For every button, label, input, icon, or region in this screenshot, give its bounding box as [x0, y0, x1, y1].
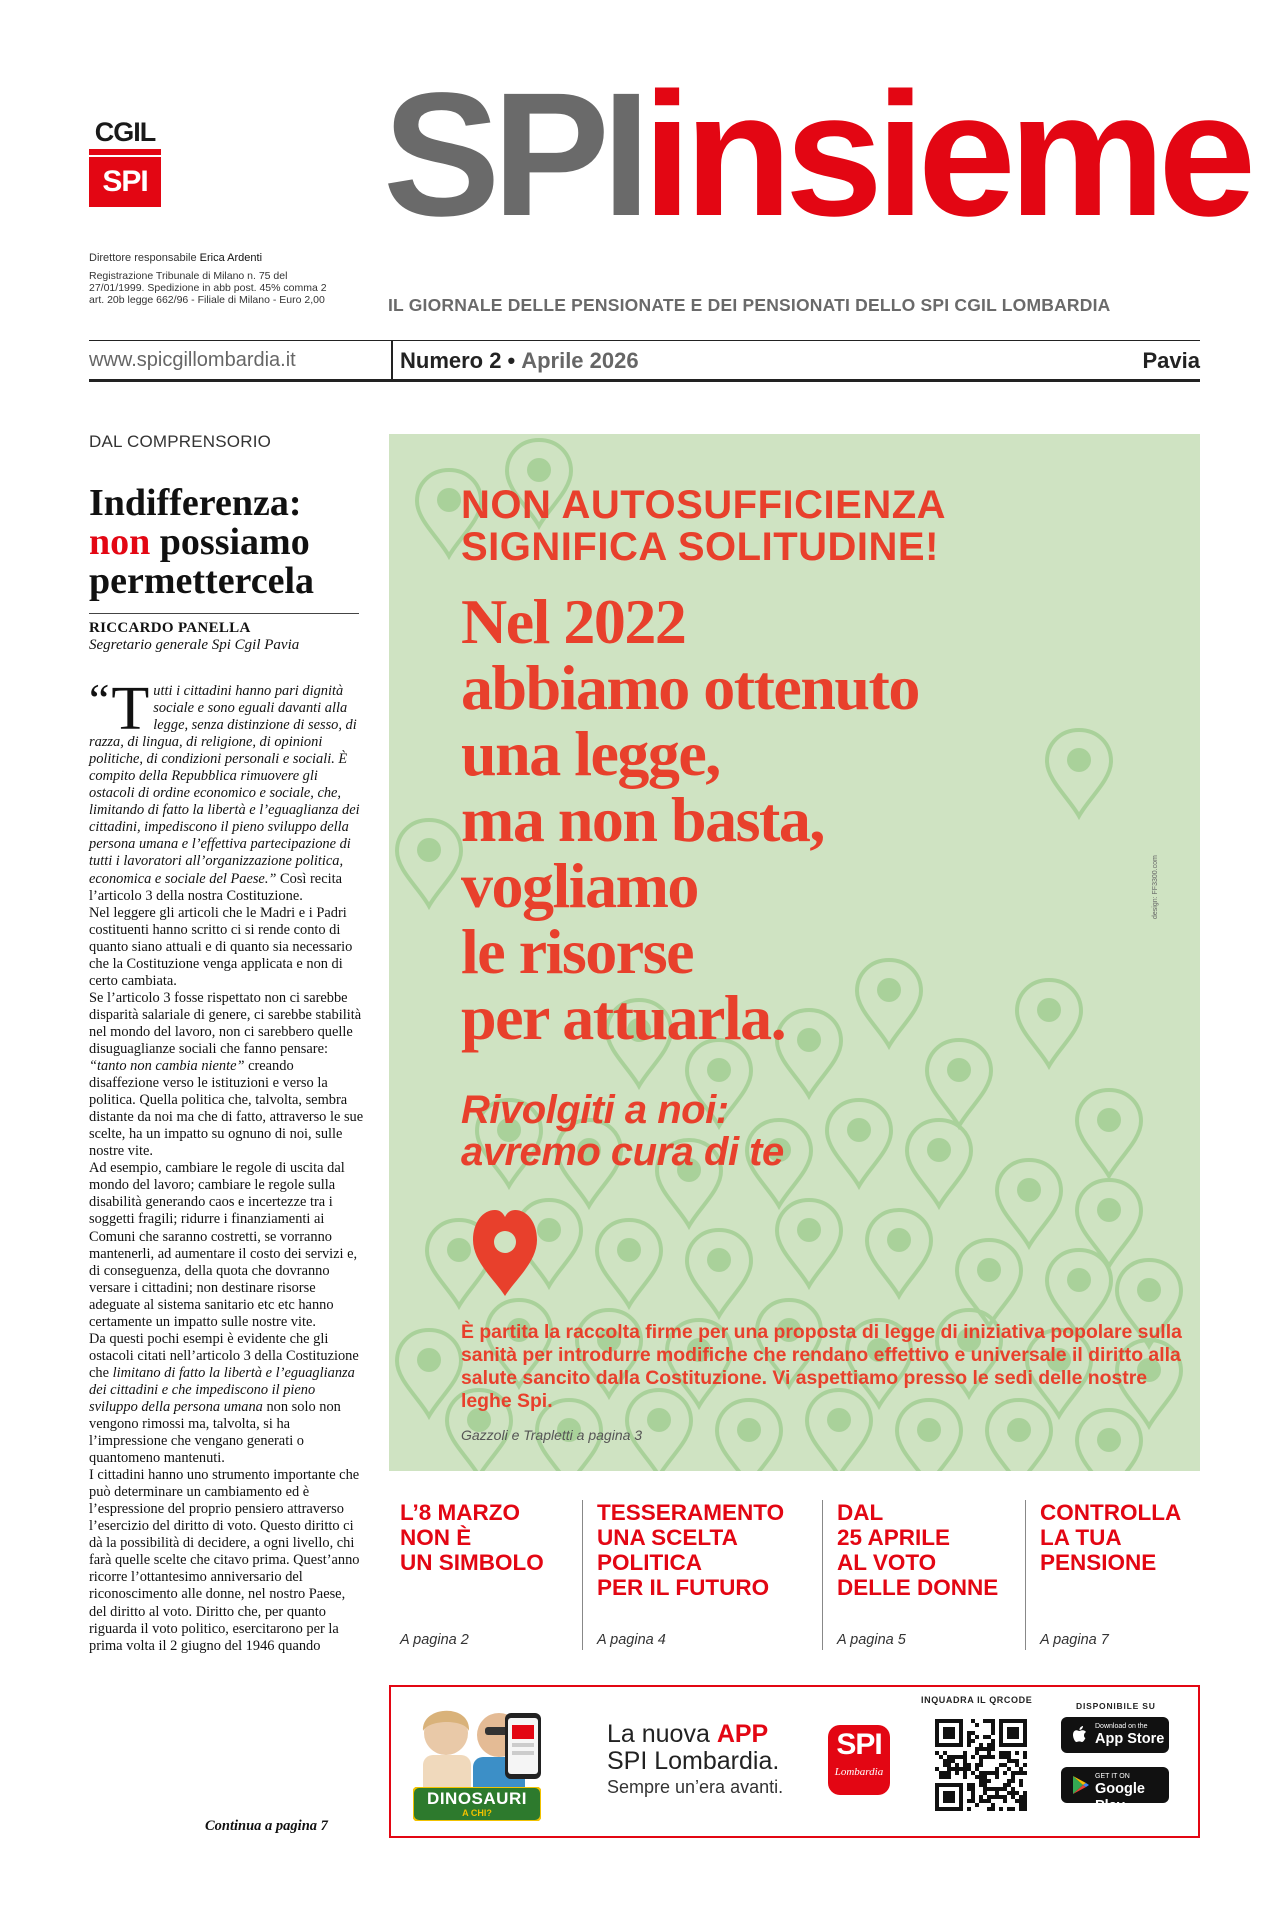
map-pin-icon: [1047, 730, 1111, 816]
googleplay-small-text: GET IT ON: [1095, 1773, 1130, 1780]
map-pin-icon: [687, 1230, 751, 1316]
imprint: [89, 252, 329, 306]
qr-module: [983, 1791, 987, 1795]
author-block: [89, 620, 369, 654]
teaser-separator: [582, 1500, 583, 1650]
section-label: DAL COMPRENSORIO: [89, 432, 272, 451]
qr-module: [1015, 1799, 1019, 1803]
qr-module: [991, 1727, 995, 1731]
qr-module: [935, 1767, 939, 1771]
qr-module: [995, 1775, 999, 1779]
drop-cap: T: [111, 675, 150, 743]
qr-module: [991, 1807, 995, 1811]
headline-line-1: Indifferenza:: [89, 482, 302, 524]
qr-module: [991, 1731, 995, 1735]
qr-module: [967, 1743, 971, 1747]
googleplay-large-text: Google Play: [1095, 1781, 1145, 1814]
qr-module: [987, 1743, 991, 1747]
dinosauri-sublabel: A CHI?: [462, 1808, 492, 1818]
qr-module: [999, 1763, 1003, 1767]
qr-module: [1023, 1771, 1027, 1775]
teaser-page-ref: A pagina 4: [597, 1632, 666, 1648]
qr-module: [1007, 1755, 1011, 1759]
available-label: DISPONIBILE SU: [1076, 1701, 1156, 1711]
paragraph-emphasis: limitano di fatto la libertà e l’eguaglianza dei cittadini e che impediscono il pieno sviluppo della persona umana: [89, 1364, 355, 1415]
qr-module: [947, 1755, 951, 1759]
qr-module: [979, 1755, 983, 1759]
poster-body-text: È partita la raccolta firme per una proposta di legge di iniziativa popolare sulla sanità per introdurre modifiche che rendano effettivo e universale il diritto alla salute sancito dalla Costituzione. Vi aspettiamo presso le sedi delle nostre leghe Spi.: [461, 1321, 1182, 1412]
qr-module: [1007, 1767, 1011, 1771]
poster-main-text: [461, 586, 919, 1053]
qr-module: [1023, 1763, 1027, 1767]
qr-module: [999, 1751, 1003, 1755]
badge-main-text: SPI: [836, 1728, 882, 1761]
qr-module: [1011, 1807, 1015, 1811]
qr-module: [1003, 1783, 1007, 1787]
poster-main-line: per attuarla.: [461, 982, 786, 1053]
poster-main-line: abbiamo ottenuto: [461, 652, 919, 723]
paragraph-text: Così recita l’articolo 3 della nostra Costituzione.: [89, 870, 342, 904]
qr-module: [979, 1779, 983, 1783]
paragraph-emphasis: “tanto non cambia niente”: [89, 1058, 245, 1075]
map-pin-icon: [927, 1040, 991, 1126]
map-pin-icon: [397, 820, 461, 906]
qr-module: [943, 1751, 947, 1755]
qr-module: [967, 1763, 971, 1767]
poster-sub-line-2: avremo cura di te: [461, 1130, 784, 1174]
qr-module: [991, 1747, 995, 1751]
opening-quote-mark: “: [89, 674, 110, 725]
qr-module: [995, 1795, 999, 1799]
constitution-quote: utti i cittadini hanno pari dignità sociale e sono eguali davanti alla legge, senza distinzione di sesso, di razza, di lingua, di religione, di opinioni politiche, di condizioni personali e sociali. È compito della Repubblica rimuovere gli ostacoli di ordine economico e sociale, che, limitando di fatto la libertà e l’eguaglianza dei cittadini, impediscono il pieno sviluppo della persona umana e l’effettiva partecipazione di tutti i lavoratori all’organizzazione politica, economica e sociale del Paese.”: [89, 683, 360, 887]
qr-module: [1019, 1803, 1023, 1807]
author-role: Segretario generale Spi Cgil Pavia: [89, 637, 300, 653]
app-ad-claim: Sempre un’era avanti.: [607, 1777, 784, 1797]
qr-module: [975, 1751, 979, 1755]
poster-main-line: le risorse: [461, 916, 693, 987]
qr-module: [983, 1771, 987, 1775]
qr-module: [971, 1791, 975, 1795]
qr-module: [979, 1799, 983, 1803]
map-pin-icon: [1017, 980, 1081, 1066]
qr-module: [1003, 1751, 1007, 1755]
qr-module: [971, 1731, 975, 1735]
app-ad-prefix: La nuova: [607, 1720, 717, 1748]
poster-headline-line-2: SIGNIFICA SOLITUDINE!: [461, 525, 939, 569]
qr-module: [999, 1787, 1003, 1791]
qr-module: [1019, 1771, 1023, 1775]
map-pin-icon: [957, 1240, 1021, 1326]
qr-module: [999, 1795, 1003, 1799]
poster-main-line: ma non basta,: [461, 784, 824, 855]
info-separator: [391, 341, 393, 379]
article-paragraph: [89, 1331, 365, 1467]
qr-module: [1015, 1751, 1019, 1755]
app-ad-app-word: APP: [716, 1720, 769, 1748]
headline-line-2: [89, 523, 359, 562]
qr-module: [971, 1771, 975, 1775]
qr-module: [947, 1775, 951, 1779]
qr-module: [991, 1771, 995, 1775]
qr-module: [1003, 1787, 1007, 1791]
qr-module: [979, 1747, 983, 1751]
qr-module: [975, 1803, 979, 1807]
qr-module: [967, 1767, 971, 1771]
qr-module: [967, 1739, 971, 1743]
app-ad-banner[interactable]: [389, 1685, 1200, 1838]
qr-module: [1003, 1763, 1007, 1767]
edition-city: Pavia: [1142, 348, 1200, 373]
poster-headline-line-1: NON AUTOSUFFICIENZA: [461, 483, 947, 527]
heart-pin-icon: [469, 1204, 541, 1299]
qr-module: [995, 1771, 999, 1775]
article-headline: [89, 484, 359, 601]
map-pin-icon: [1077, 1180, 1141, 1266]
qr-label: INQUADRA IL QRCODE: [921, 1695, 1033, 1705]
qr-module: [983, 1799, 987, 1803]
qr-module: [1011, 1779, 1015, 1783]
qr-module: [983, 1747, 987, 1751]
qr-module: [1007, 1783, 1011, 1787]
qr-code-icon[interactable]: [931, 1715, 1031, 1815]
qr-module: [1019, 1779, 1023, 1783]
qr-module: [967, 1787, 971, 1791]
qr-module: [1003, 1755, 1007, 1759]
qr-module: [967, 1735, 971, 1739]
paragraph-text: non solo non vengono rimossi ma, talvolta, si ha l’impressione che vengano generati o quantomeno mantenuti.: [89, 1398, 341, 1467]
qr-module: [987, 1807, 991, 1811]
design-credit: design: FF3300.com: [1152, 855, 1159, 919]
issue-label: Numero 2: [400, 348, 502, 373]
app-ad-line-2: SPI Lombardia.: [607, 1747, 780, 1775]
qr-module: [991, 1723, 995, 1727]
qr-module: [1007, 1779, 1011, 1783]
qr-module: [963, 1771, 967, 1775]
teaser-pensione[interactable]: [1040, 1500, 1200, 1650]
campaign-poster: [389, 434, 1200, 1471]
qr-module: [951, 1759, 955, 1763]
headline-red-word: non: [89, 521, 151, 563]
qr-module: [1019, 1783, 1023, 1787]
qr-finder: [1007, 1727, 1019, 1739]
qr-module: [1007, 1751, 1011, 1755]
qr-module: [1011, 1771, 1015, 1775]
director-label: Direttore responsabile: [89, 252, 200, 264]
qr-module: [987, 1719, 991, 1723]
qr-module: [955, 1763, 959, 1767]
logo-spi-text: SPI: [89, 157, 161, 207]
dinosauri-label: DINOSAURI: [427, 1789, 527, 1808]
qr-module: [975, 1767, 979, 1771]
qr-module: [943, 1759, 947, 1763]
qr-module: [943, 1771, 947, 1775]
map-pin-icon: [907, 1120, 971, 1206]
map-pin-icon: [867, 1210, 931, 1296]
qr-module: [1019, 1807, 1023, 1811]
qr-module: [1023, 1791, 1027, 1795]
paragraph-text: Se l’articolo 3 fosse rispettato non ci sarebbe disparità salariale di genere, ci sarebbe stabilità nel mondo del lavoro, non ci sarebbero quelle disuguaglianze sociali che fanno pensare:: [89, 989, 362, 1057]
qr-module: [991, 1743, 995, 1747]
qr-module: [1019, 1799, 1023, 1803]
teaser-title: CONTROLLA LA TUA PENSIONE: [1040, 1500, 1182, 1575]
qr-module: [943, 1775, 947, 1779]
poster-main-line: una legge,: [461, 718, 720, 789]
qr-module: [935, 1751, 939, 1755]
qr-module: [991, 1787, 995, 1791]
qr-module: [971, 1787, 975, 1791]
article-body: [89, 674, 365, 1655]
qr-module: [963, 1751, 967, 1755]
teaser-8-marzo[interactable]: [400, 1500, 570, 1650]
qr-module: [975, 1723, 979, 1727]
poster-subheadline: [461, 1089, 784, 1173]
qr-module: [971, 1783, 975, 1787]
qr-module: [971, 1795, 975, 1799]
qr-module: [983, 1775, 987, 1779]
qr-module: [967, 1783, 971, 1787]
qr-module: [991, 1755, 995, 1759]
map-pin-icon: [1077, 1410, 1141, 1471]
qr-module: [987, 1771, 991, 1775]
map-pin-icon: [777, 1200, 841, 1286]
google-play-icon: [1069, 1774, 1091, 1796]
qr-module: [991, 1795, 995, 1799]
qr-module: [975, 1735, 979, 1739]
article-paragraph: I cittadini hanno uno strumento importante che può determinare un cambiamento ed è l’espressione del proprio pensiero attraverso l’esercizio del diritto di voto. Questo diritto ci dà la possibilità di decidere, a ogni livello, chi farà quelle scelte che citavo prima. Quest’anno ricorre l’ottantesimo anniversario del riconoscimento alle donne, nel nostro Paese, del diritto al voto. Diritto che, per quanto riguarda il voto politico, esercitarono per la prima volta il 2 giugno del 1946 quando: [89, 1467, 360, 1654]
poster-page-reference: Gazzoli e Trapletti a pagina 3: [461, 1427, 643, 1443]
teaser-tesseramento[interactable]: [597, 1500, 797, 1650]
qr-module: [967, 1799, 971, 1803]
teaser-25-aprile[interactable]: [837, 1500, 1012, 1650]
qr-module: [987, 1787, 991, 1791]
qr-module: [983, 1755, 987, 1759]
qr-module: [983, 1779, 987, 1783]
teaser-page-ref: A pagina 5: [837, 1632, 906, 1648]
qr-module: [971, 1719, 975, 1723]
qr-module: [1003, 1799, 1007, 1803]
qr-module: [987, 1779, 991, 1783]
author-name: RICCARDO PANELLA: [89, 620, 251, 636]
qr-module: [1015, 1763, 1019, 1767]
teaser-separator: [822, 1500, 823, 1650]
qr-module: [979, 1763, 983, 1767]
map-pin-icon: [997, 1160, 1061, 1246]
issue-number: [400, 348, 639, 374]
teaser-title: L’8 MARZO NON È UN SIMBOLO: [400, 1500, 544, 1575]
qr-module: [1007, 1807, 1011, 1811]
qr-module: [987, 1755, 991, 1759]
qr-module: [991, 1739, 995, 1743]
registration-text: Registrazione Tribunale di Milano n. 75 del 27/01/1999. Spedizione in abb post. 45% comma 2 art. 20b legge 662/96 - Filiale di Milano - Euro 2,00: [89, 270, 327, 306]
qr-module: [951, 1767, 955, 1771]
qr-module: [975, 1763, 979, 1767]
author-divider: [89, 613, 359, 614]
qr-module: [1023, 1751, 1027, 1755]
qr-module: [983, 1783, 987, 1787]
appstore-small-text: Download on the: [1095, 1723, 1148, 1730]
teaser-title: DAL 25 APRILE AL VOTO DELLE DONNE: [837, 1500, 999, 1600]
headline-line-2-rest: possiamo: [150, 521, 310, 563]
qr-module: [967, 1807, 971, 1811]
poster-main-line: vogliamo: [461, 850, 698, 921]
qr-module: [999, 1807, 1003, 1811]
qr-module: [955, 1755, 959, 1759]
qr-module: [983, 1735, 987, 1739]
qr-module: [967, 1731, 971, 1735]
qr-module: [951, 1755, 955, 1759]
teaser-page-ref: A pagina 7: [1040, 1632, 1109, 1648]
cgil-spi-logo: [89, 118, 161, 207]
qr-module: [987, 1751, 991, 1755]
qr-module: [1011, 1795, 1015, 1799]
headline-line-3: permettercela: [89, 560, 315, 602]
poster-headline: [461, 484, 946, 568]
qr-module: [947, 1759, 951, 1763]
qr-module: [979, 1743, 983, 1747]
issue-dot: •: [507, 348, 516, 373]
qr-module: [939, 1755, 943, 1759]
map-pin-icon: [827, 1100, 891, 1186]
masthead-title-insieme: insieme: [642, 57, 1250, 253]
qr-module: [983, 1719, 987, 1723]
qr-module: [1003, 1795, 1007, 1799]
article-paragraph: [89, 990, 365, 1160]
qr-module: [963, 1775, 967, 1779]
qr-module: [983, 1787, 987, 1791]
qr-module: [1015, 1771, 1019, 1775]
paragraph-text: creando disaffezione verso le istituzioni e verso la politica. Quella politica che, talvolta, sembra distante da noi ma che di fatto, attraverso le sue scelte, ha un impatto su ognuno di noi, sulle nostre vite.: [89, 1058, 364, 1160]
qr-module: [1023, 1799, 1027, 1803]
tagline: IL GIORNALE DELLE PENSIONATE E DEI PENSIONATI DELLO SPI CGIL LOMBARDIA: [388, 295, 1111, 315]
qr-module: [987, 1747, 991, 1751]
qr-module: [963, 1763, 967, 1767]
qr-module: [971, 1739, 975, 1743]
qr-module: [963, 1759, 967, 1763]
logo-divider: [89, 149, 161, 155]
qr-module: [1019, 1767, 1023, 1771]
masthead-title: [383, 57, 1250, 253]
qr-module: [979, 1783, 983, 1787]
teaser-title: TESSERAMENTO UNA SCELTA POLITICA PER IL FUTURO: [597, 1500, 785, 1600]
qr-module: [987, 1799, 991, 1803]
qr-module: [1015, 1791, 1019, 1795]
map-pin-icon: [597, 1220, 661, 1306]
app-store-button[interactable]: [1061, 1717, 1169, 1753]
qr-module: [1023, 1803, 1027, 1807]
website-link[interactable]: www.spicgillombardia.it: [89, 349, 296, 371]
issue-info-bar: [89, 340, 1200, 382]
issue-date: Aprile 2026: [521, 348, 639, 373]
qr-module: [991, 1719, 995, 1723]
qr-module: [999, 1755, 1003, 1759]
qr-module: [939, 1771, 943, 1775]
article-paragraph: Ad esempio, cambiare le regole di uscita dal mondo del lavoro; cambiare le regole sulla disabilità generando caos e incertezze tra i soggetti fragili; ridurre i finanziamenti ai Comuni che saranno costretti, se vorranno mantenerli, ad aumentare il costo dei servizi e, di conseguenza, della quota che dovranno versare i cittadini; non destinare risorse adeguate al sistema sanitario etc etc hanno certamente un impatto sulle nostre vite.: [89, 1160, 358, 1330]
qr-module: [975, 1747, 979, 1751]
qr-module: [995, 1787, 999, 1791]
qr-module: [1007, 1791, 1011, 1795]
apple-icon: [1069, 1724, 1091, 1746]
qr-module: [1011, 1787, 1015, 1791]
director-line: [89, 252, 329, 264]
paragraph-text: Da questi pochi esempi è evidente che gli ostacoli citati nell’articolo 3 della Costituzione che: [89, 1330, 359, 1381]
qr-module: [947, 1763, 951, 1767]
qr-module: [955, 1771, 959, 1775]
qr-module: [987, 1735, 991, 1739]
qr-module: [1007, 1759, 1011, 1763]
qr-module: [1003, 1771, 1007, 1775]
poster-main-line: Nel 2022: [461, 586, 686, 657]
qr-module: [1011, 1775, 1015, 1779]
poster-sub-line-1: Rivolgiti a noi:: [461, 1088, 729, 1132]
qr-module: [1023, 1755, 1027, 1759]
qr-module: [979, 1795, 983, 1799]
teaser-page-ref: A pagina 2: [400, 1632, 469, 1648]
qr-module: [1011, 1791, 1015, 1795]
qr-module: [1023, 1795, 1027, 1799]
qr-module: [947, 1771, 951, 1775]
qr-finder: [943, 1727, 955, 1739]
article-paragraph: Nel leggere gli articoli che le Madri e i Padri costituenti hanno scritto ci si rende conto di quanto siano attuali e di quanto sia necessario che la Costituzione venga applicata e non di certo cambiata.: [89, 904, 353, 989]
app-ad-text: [607, 1721, 783, 1799]
article-paragraph: [89, 674, 365, 905]
qr-module: [1023, 1807, 1027, 1811]
masthead-title-spi: SPI: [383, 57, 643, 253]
qr-module: [971, 1755, 975, 1759]
teaser-separator: [1025, 1500, 1026, 1650]
qr-module: [979, 1771, 983, 1775]
qr-module: [947, 1767, 951, 1771]
qr-module: [959, 1767, 963, 1771]
qr-module: [991, 1803, 995, 1807]
badge-sub-text: Lombardia: [834, 1766, 884, 1778]
map-pin-icon: [1077, 1090, 1141, 1176]
qr-module: [987, 1795, 991, 1799]
qr-finder: [943, 1791, 955, 1803]
spi-lombardia-app-icon: [828, 1725, 890, 1795]
qr-module: [979, 1775, 983, 1779]
appstore-large-text: App Store: [1095, 1731, 1165, 1747]
qr-module: [955, 1767, 959, 1771]
director-name: Erica Ardenti: [199, 252, 263, 264]
qr-module: [963, 1755, 967, 1759]
qr-module: [971, 1799, 975, 1803]
logo-cgil-text: CGIL: [94, 117, 156, 147]
qr-module: [1011, 1759, 1015, 1763]
qr-module: [1015, 1759, 1019, 1763]
qr-module: [939, 1775, 943, 1779]
continue-link[interactable]: Continua a pagina 7: [205, 1818, 328, 1834]
qr-module: [995, 1791, 999, 1795]
app-ad-line-1: [607, 1721, 783, 1748]
qr-module: [995, 1767, 999, 1771]
qr-module: [963, 1767, 967, 1771]
qr-module: [943, 1763, 947, 1767]
google-play-button[interactable]: [1061, 1767, 1169, 1814]
qr-module: [975, 1775, 979, 1779]
qr-module: [959, 1755, 963, 1759]
qr-module: [1019, 1795, 1023, 1799]
qr-module: [979, 1759, 983, 1763]
